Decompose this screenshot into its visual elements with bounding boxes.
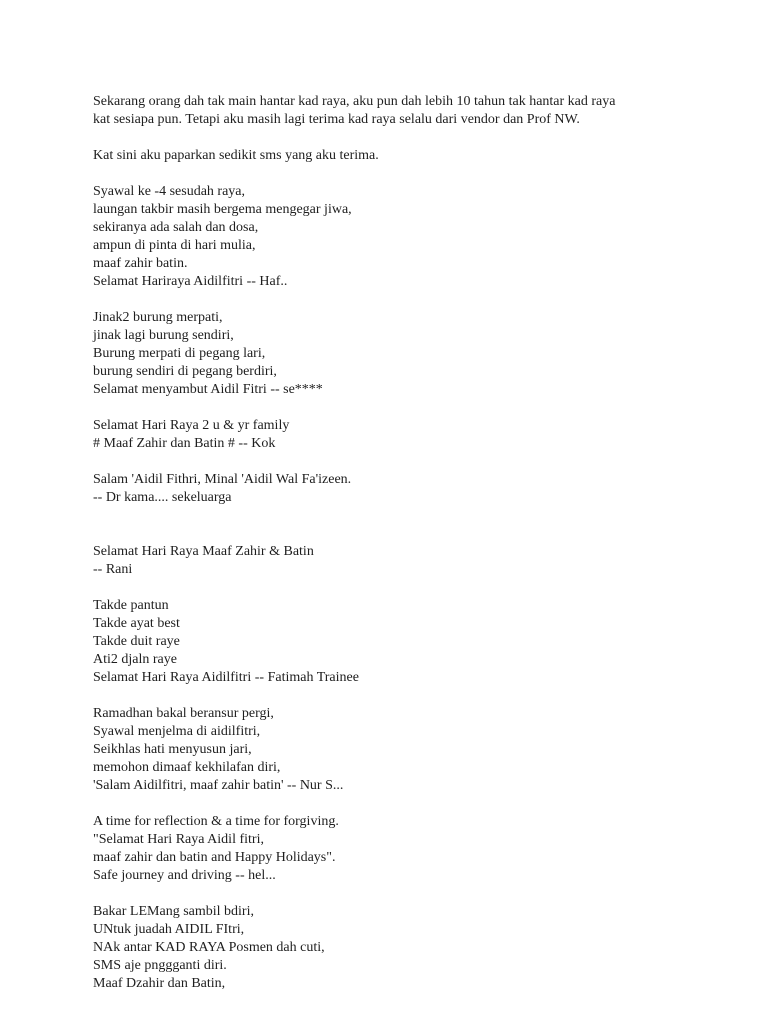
sms-message-7 (93, 705, 733, 795)
sms-message-5 (93, 543, 733, 579)
message-line: Bakar LEMang sambil bdiri, (93, 904, 254, 919)
message-line: Selamat Hariraya Aidilfitri -- Haf.. (93, 274, 288, 289)
message-line: ampun di pinta di hari mulia, (93, 238, 256, 253)
message-line: UNtuk juadah AIDIL FItri, (93, 922, 245, 937)
message-line: "Selamat Hari Raya Aidil fitri, (93, 832, 264, 847)
sms-message-3 (93, 417, 733, 453)
message-line: SMS aje pnggganti diri. (93, 958, 227, 973)
message-line: Seikhlas hati menyusun jari, (93, 742, 252, 757)
sms-message-8 (93, 813, 733, 885)
message-line: sekiranya ada salah dan dosa, (93, 220, 259, 235)
message-line: memohon dimaaf kekhilafan diri, (93, 760, 281, 775)
message-line: NAk antar KAD RAYA Posmen dah cuti, (93, 940, 325, 955)
message-line: jinak lagi burung sendiri, (93, 328, 234, 343)
message-line: Selamat menyambut Aidil Fitri -- se**** (93, 382, 323, 397)
sms-message-9 (93, 903, 733, 993)
message-line: -- Dr kama.... sekeluarga (93, 490, 232, 505)
message-line: Selamat Hari Raya Maaf Zahir & Batin (93, 544, 314, 559)
message-line: # Maaf Zahir dan Batin # -- Kok (93, 436, 276, 451)
message-line: Salam 'Aidil Fithri, Minal 'Aidil Wal Fa'izeen. (93, 472, 352, 487)
message-line: Takde pantun (93, 598, 169, 613)
sms-message-6 (93, 597, 733, 687)
message-line: Syawal ke -4 sesudah raya, (93, 184, 246, 199)
message-line: A time for reflection & a time for forgiving. (93, 814, 339, 829)
message-line: maaf zahir dan batin and Happy Holidays". (93, 850, 336, 865)
message-line: Maaf Dzahir dan Batin, (93, 976, 226, 991)
sms-message-2 (93, 309, 733, 399)
message-line: Ramadhan bakal beransur pergi, (93, 706, 274, 721)
message-line: Ati2 djaln raye (93, 652, 177, 667)
message-line: -- Rani (93, 562, 133, 577)
lead-paragraph (93, 147, 733, 165)
message-line: maaf zahir batin. (93, 256, 188, 271)
lead-line: Kat sini aku paparkan sedikit sms yang aku terima. (93, 148, 379, 163)
intro-paragraph (93, 93, 733, 129)
intro-line: Sekarang orang dah tak main hantar kad raya, aku pun dah lebih 10 tahun tak hantar kad raya (93, 94, 616, 109)
message-line: Selamat Hari Raya 2 u & yr family (93, 418, 290, 433)
message-line: Selamat Hari Raya Aidilfitri -- Fatimah Trainee (93, 670, 359, 685)
message-line: Takde duit raye (93, 634, 180, 649)
sms-message-1 (93, 183, 733, 291)
message-line: Syawal menjelma di aidilfitri, (93, 724, 261, 739)
intro-line: kat sesiapa pun. Tetapi aku masih lagi terima kad raya selalu dari vendor dan Prof NW. (93, 112, 580, 127)
message-line: Jinak2 burung merpati, (93, 310, 223, 325)
message-line: Burung merpati di pegang lari, (93, 346, 266, 361)
sms-message-4 (93, 471, 733, 507)
document-page (93, 93, 733, 1011)
message-line: laungan takbir masih bergema mengegar jiwa, (93, 202, 352, 217)
message-line: burung sendiri di pegang berdiri, (93, 364, 277, 379)
message-line: Takde ayat best (93, 616, 180, 631)
message-line: 'Salam Aidilfitri, maaf zahir batin' -- Nur S... (93, 778, 344, 793)
message-line: Safe journey and driving -- hel... (93, 868, 276, 883)
